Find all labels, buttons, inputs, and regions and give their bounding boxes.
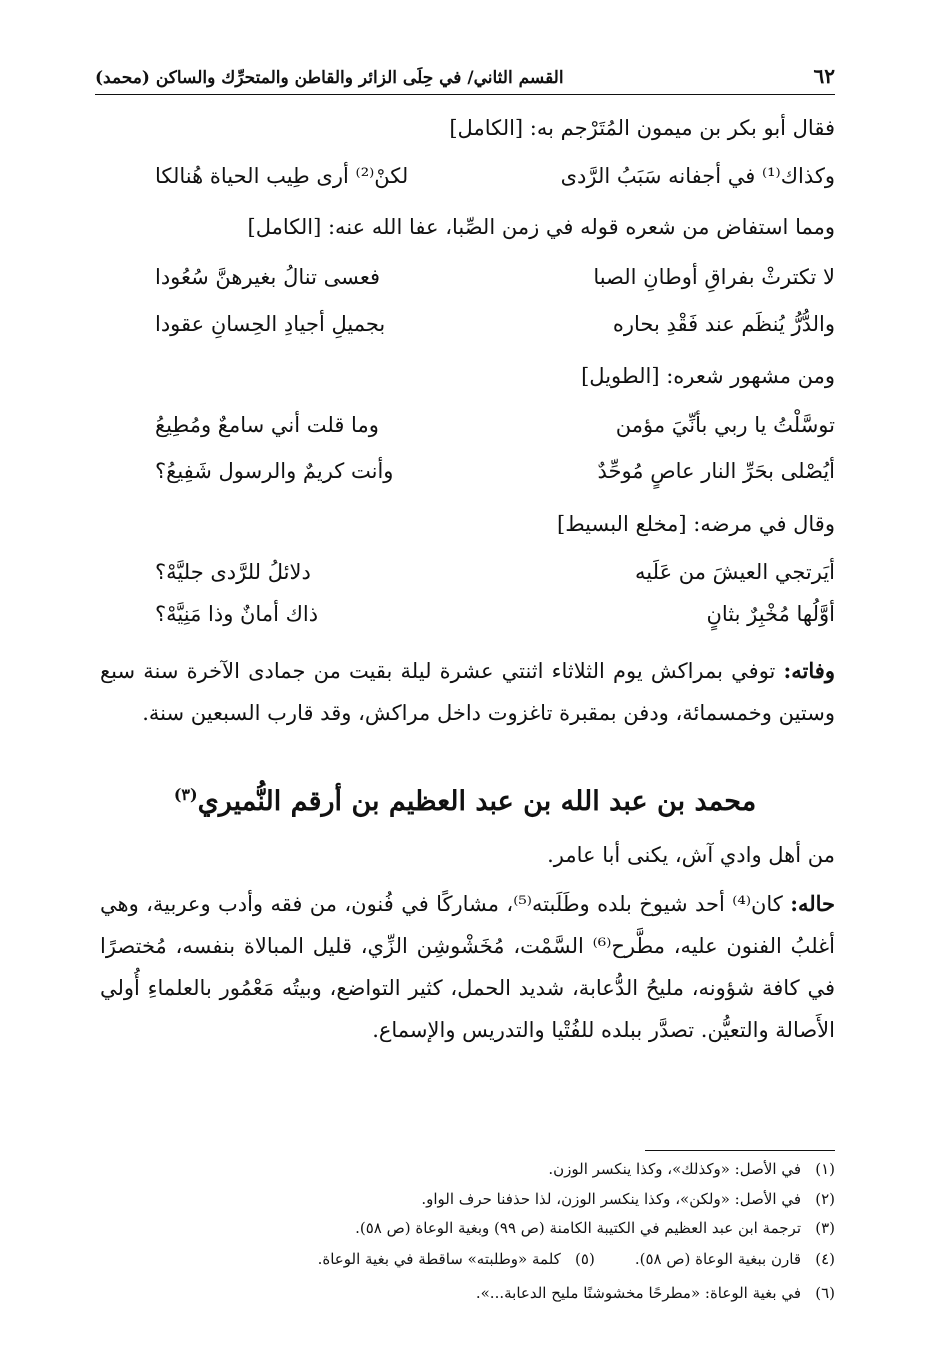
page-header: [95, 55, 835, 95]
verse-line-3: [155, 312, 835, 346]
verse-hemistich-first: توسَّلْتُ يا ربي بأنِّيَ مؤمن: [615, 413, 835, 437]
death-paragraph: [100, 650, 835, 734]
footnote-number: (١): [815, 1160, 835, 1178]
biography-heading: [95, 785, 835, 817]
footnote-text: كلمة «وطلبته» ساقطة في بغية الوعاة.: [317, 1250, 561, 1268]
footnote-number: (٤): [815, 1250, 835, 1268]
footnote-text: في بغية الوعاة: «مطرحًا مخشوشنًا مليح الدعابة...».: [475, 1284, 801, 1302]
verse-line-7: [155, 602, 835, 636]
verse-hemistich-second: بجميلِ أجيادِ الحِسانِ عقودا: [155, 312, 386, 336]
verse-hemistich-second: ذاك أمانٌ وذا مَنِيَّهْ؟: [155, 602, 319, 626]
intro-line-4: وقال في مرضه: [مخلع البسيط]: [557, 512, 835, 536]
verse-hemistich-first: وكذاك⁽¹⁾ في أجفانه سَبَبُ الرَّدى: [560, 164, 835, 188]
intro-line-3: ومن مشهور شعره: [الطويل]: [581, 364, 835, 388]
footnote-1: [100, 1160, 835, 1178]
verse-hemistich-first: أوَّلُها مُخْبِرٌ بثانٍ: [706, 602, 835, 626]
footnote-number: (٣): [815, 1219, 835, 1237]
verse-hemistich-first: والدُّرُّ يُنظَم عند فَقْدِ بحاره: [612, 312, 835, 336]
verse-line-2: [155, 265, 835, 299]
status-text: كان⁽⁴⁾ أحد شيوخ بلده وطَلَبته⁽⁵⁾، مشاركًا في فُنون، من فقه وأدب وعربية، وهي أغلبُ الفنون عليه، مطَّرح⁽⁶⁾ السَّمْت، مُخَشْوشِن الزِّي، قليل المبالاة بنفسه، مُختصرًا في كافة شؤونه، مليحُ الدُّعابة، شديد الحمل، كثير التواضع، وبيتُه مَعْمُور بالعلماءِ أُولي الأَصالة والتعيُّن. تصدَّر ببلده للفُتْيا والتدريس والإسماع.: [100, 892, 835, 1042]
verse-hemistich-first: لا تكترثْ بفراقِ أوطانِ الصبا: [593, 265, 835, 289]
death-label: وفاته:: [783, 658, 835, 683]
footnote-6: [100, 1284, 835, 1302]
verse-hemistich-first: أيَرتجي العيشَ من عَلَيه: [635, 560, 835, 584]
footnote-4-5: [100, 1250, 835, 1268]
footnote-number: (٥): [575, 1250, 595, 1268]
intro-line-1: فقال أبو بكر بن ميمون المُتَرْجم به: [الكامل]: [449, 116, 835, 140]
death-text: توفي بمراكش يوم الثلاثاء اثنتي عشرة ليلة بقيت من جمادى الآخرة سنة سبع وستين وخمسمائة، ودفن بمقبرة تاغزوت داخل مراكش، وقد قارب السبعين سنة.: [100, 659, 835, 725]
running-title: القسم الثاني/ في حِلَى الزائر والقاطن والمتحرِّك والساكن (محمد): [95, 68, 564, 88]
heading-footnote-ref: (٣): [173, 785, 198, 804]
status-label: حاله:: [790, 891, 835, 916]
origin-line: من أهل وادي آش، يكنى أبا عامر.: [547, 843, 835, 867]
footnote-text: ترجمة ابن عبد العظيم في الكتيبة الكامنة (ص ٩٩) وبغية الوعاة (ص ٥٨).: [355, 1219, 801, 1237]
footnote-2: [100, 1190, 835, 1208]
biography-name: محمد بن عبد الله بن عبد العظيم بن أرقم النُّميري: [197, 786, 757, 817]
verse-hemistich-second: فعسى تنالُ بغيرهنَّ سُعُودا: [155, 265, 380, 289]
status-paragraph: [100, 883, 835, 1051]
verse-hemistich-first: أيُصْلى بحَرِّ النار عاصٍ مُوحِّدٌ: [597, 459, 835, 483]
verse-hemistich-second: وأنت كريمٌ والرسول شَفِيعُ؟: [155, 459, 394, 483]
footnote-text: في الأصل: «وكذلك»، وكذا ينكسر الوزن.: [548, 1160, 801, 1178]
verse-line-5: [155, 459, 835, 493]
page-number: ٦٢: [813, 64, 835, 88]
footnote-divider: [645, 1150, 835, 1151]
verse-line-4: [155, 413, 835, 447]
verse-line-1: [155, 164, 835, 198]
verse-hemistich-second: لكنْ⁽²⁾ أرى طِيب الحياة هُنالكا: [155, 164, 409, 188]
footnote-text: في الأصل: «ولكن»، وكذا ينكسر الوزن، لذا حذفنا حرف الواو.: [421, 1190, 801, 1208]
footnote-number: (٦): [815, 1284, 835, 1302]
footnote-number: (٢): [815, 1190, 835, 1208]
footnote-3: [100, 1219, 835, 1237]
footnote-text: قارن ببغية الوعاة (ص ٥٨).: [634, 1250, 801, 1268]
verse-line-6: [155, 560, 835, 594]
verse-hemistich-second: وما قلت أني سامعٌ ومُطِيعُ: [155, 413, 379, 437]
intro-line-2: ومما استفاض من شعره قوله في زمن الصِّبا، عفا الله عنه: [الكامل]: [247, 215, 835, 239]
verse-hemistich-second: دلائلُ للرَّدى جليَّهْ؟: [155, 560, 311, 584]
